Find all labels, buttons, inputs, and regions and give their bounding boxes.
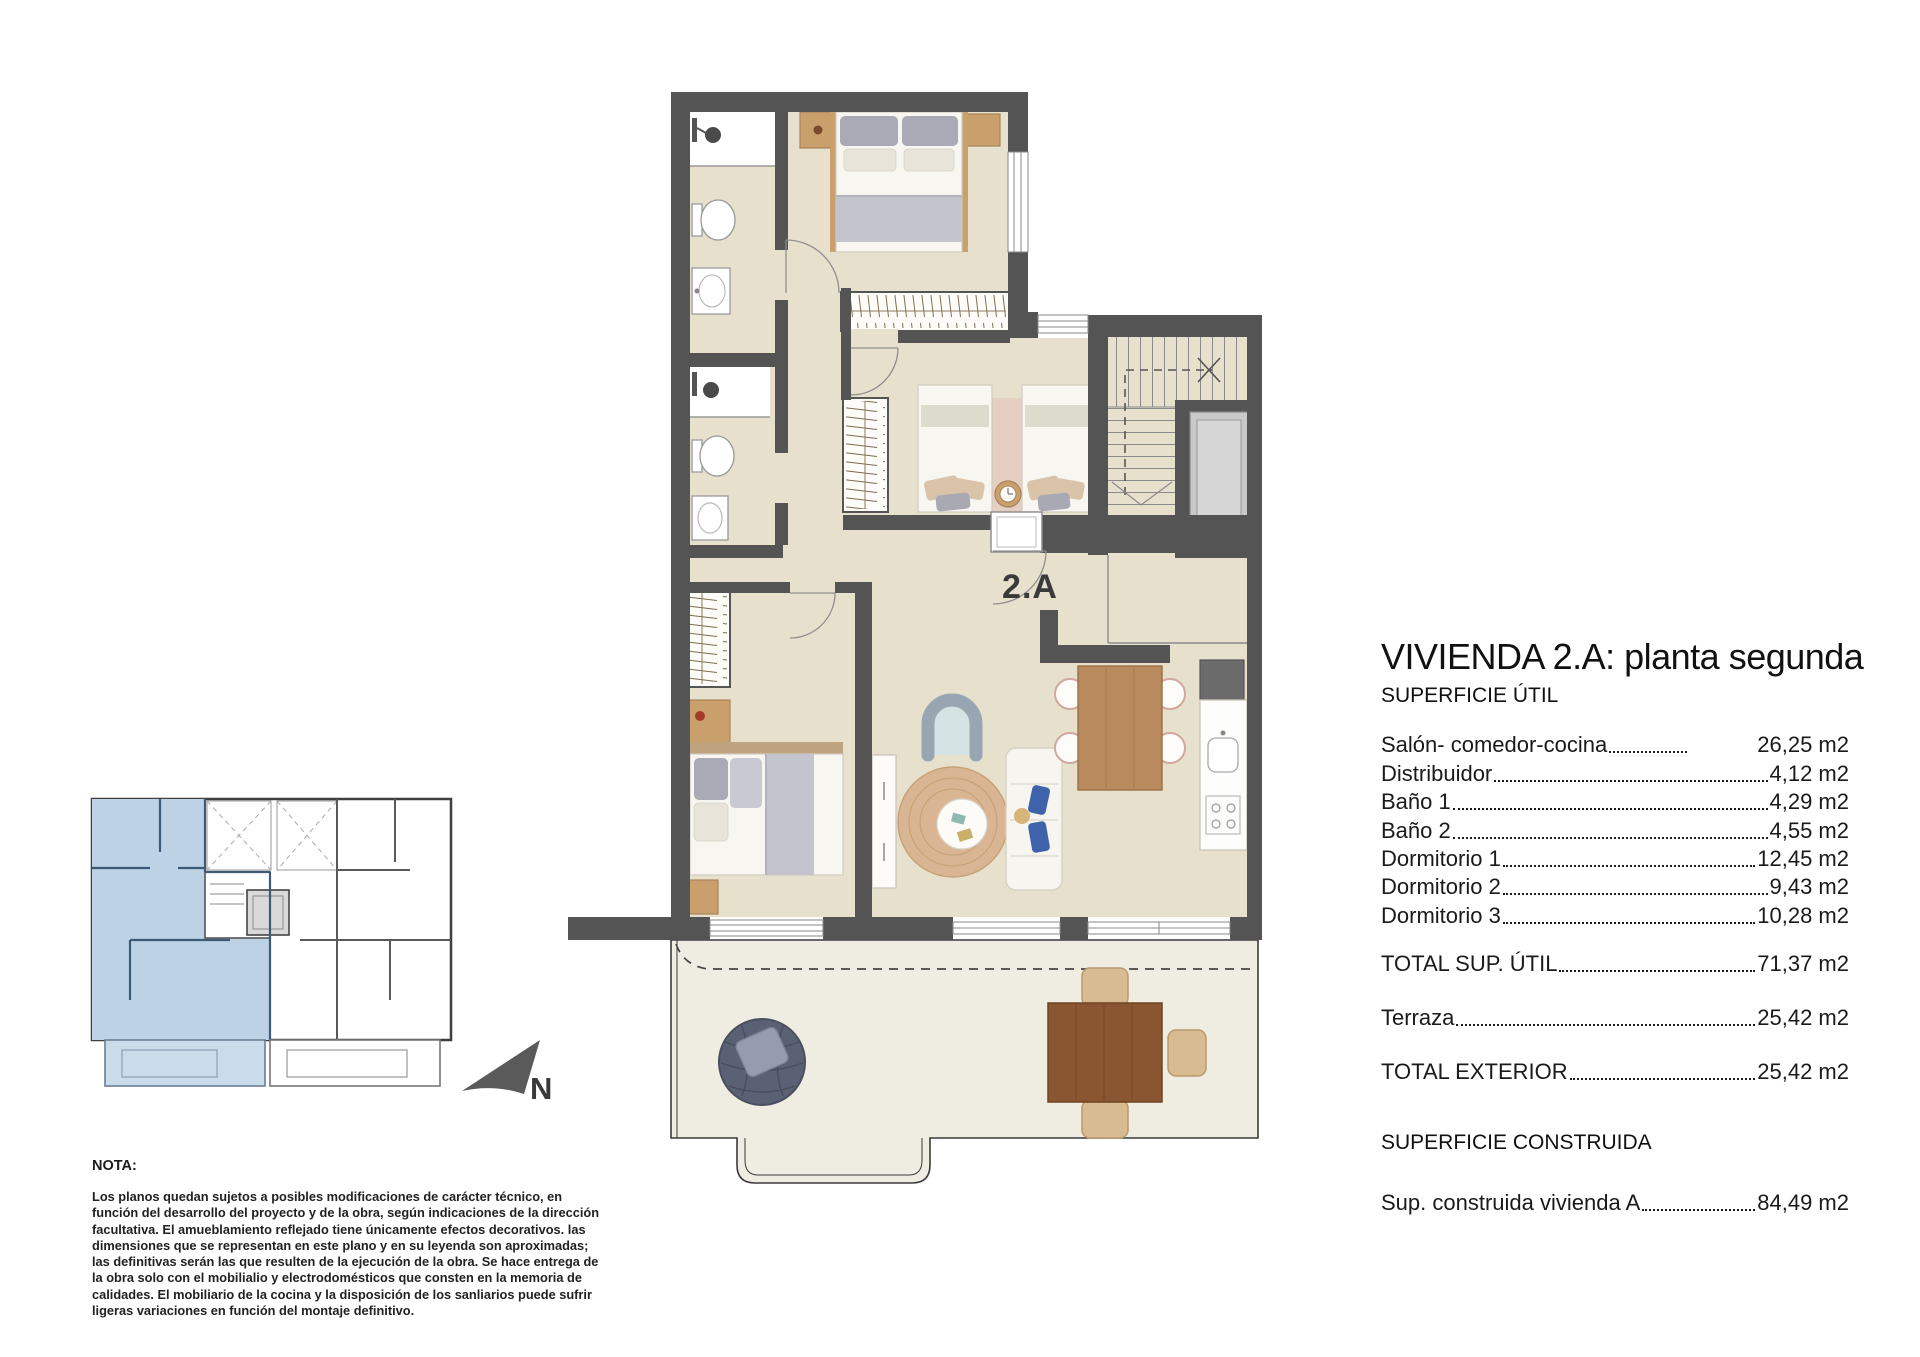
headboard	[690, 742, 843, 754]
page-title: VIVIENDA 2.A: planta segunda	[1381, 636, 1864, 677]
terrace-pouf	[719, 1019, 805, 1105]
dotted-leader	[1503, 922, 1755, 924]
dotted-leader	[1453, 837, 1768, 839]
oven	[1200, 660, 1244, 700]
note-body: Los planos quedan sujetos a posibles modificaciones de carácter técnico, en función del desarrollo del proyecto y de la obra, según indicaciones de la dirección facultativa. El amueblamiento reflejado tiene únicamente efectos decorativos. las dimensiones que se representan en este plano y en su leyenda son aproximadas; las definitivas serán las que resulten de la ejecución de la obra. Se hace entrega de la obra solo con el mobilialio y electrodomésticos que consten en la memoria de calidades. El mobiliario de la cocina y la disposición de los sanliarios puede sufrir ligeras variaciones en función del montaje definitivo.	[92, 1189, 600, 1319]
superficie-util-rows	[1381, 730, 1849, 929]
armchair	[928, 700, 976, 755]
surface-table	[1381, 634, 1864, 1216]
shower-head	[705, 127, 721, 143]
dotted-leader	[1642, 1209, 1755, 1211]
kitchen-sink	[1208, 738, 1238, 772]
area-row: Dormitorio 2 9,43 m2	[1381, 874, 1849, 900]
door-opening	[771, 453, 792, 503]
sofa	[1006, 748, 1062, 890]
main-floor-plan	[568, 92, 1262, 1183]
dotted-leader	[1453, 808, 1768, 810]
unit-label: 2.A	[1002, 568, 1058, 606]
key-plan	[92, 799, 451, 1086]
closet	[841, 292, 1010, 331]
window	[1008, 152, 1028, 252]
toilet	[701, 200, 735, 240]
construida-row: Sup. construida vivienda A 84,49 m2	[1381, 1190, 1849, 1216]
dotted-leader	[1456, 1024, 1755, 1026]
area-row: Salón- comedor-cocina 26,25 m2	[1381, 732, 1849, 758]
north-arrow	[462, 1040, 552, 1106]
toilet	[700, 436, 734, 476]
door-opening	[851, 329, 898, 345]
shower-head	[703, 382, 719, 398]
dotted-leader	[1570, 1078, 1756, 1080]
area-row: Baño 2 4,55 m2	[1381, 817, 1849, 843]
terrace-chair	[1082, 968, 1128, 1006]
dotted-leader	[1494, 780, 1767, 782]
dotted-leader	[1609, 751, 1687, 753]
window	[710, 920, 823, 936]
kitchen	[1200, 660, 1247, 850]
total-util-row: TOTAL SUP. ÚTIL 71,37 m2	[1381, 951, 1849, 977]
area-row: Dormitorio 1 12,45 m2	[1381, 845, 1849, 871]
total-exterior-row: TOTAL EXTERIOR 25,42 m2	[1381, 1058, 1849, 1084]
terrace	[671, 940, 1258, 1183]
section-superficie-util: SUPERFICIE ÚTIL	[1381, 684, 1559, 707]
window	[1088, 922, 1230, 934]
terrace-chair	[1168, 1030, 1206, 1076]
terraza-row: Terraza 25,42 m2	[1381, 1004, 1849, 1030]
key-plan-balconies	[105, 1040, 440, 1086]
entry-threshold	[991, 512, 1042, 552]
window	[953, 922, 1060, 934]
area-row: Distribuidor 4,12 m2	[1381, 760, 1849, 786]
dotted-leader	[1559, 970, 1755, 972]
section-superficie-construida: SUPERFICIE CONSTRUIDA	[1381, 1130, 1652, 1154]
area-row: Dormitorio 3 10,28 m2	[1381, 902, 1849, 928]
north-arrow-icon	[462, 1040, 540, 1094]
sink	[699, 275, 725, 307]
terrace-chair	[1082, 1100, 1128, 1138]
dotted-leader	[1503, 865, 1755, 867]
tv-cabinet	[872, 755, 896, 888]
bedroom-2	[843, 385, 1092, 512]
note-block	[92, 1158, 604, 1319]
north-letter: N	[530, 1071, 553, 1106]
note-heading: NOTA:	[92, 1158, 137, 1174]
dotted-leader	[1503, 893, 1768, 895]
window	[1038, 315, 1088, 333]
sink	[698, 503, 722, 533]
area-row: Baño 1 4,29 m2	[1381, 789, 1849, 815]
